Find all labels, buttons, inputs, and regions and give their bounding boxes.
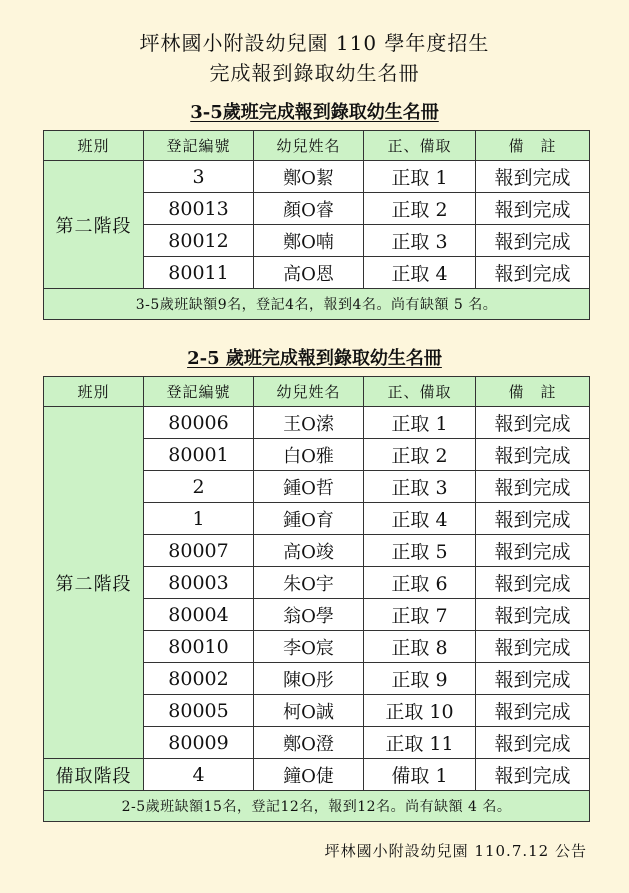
reg-no-cell: 80007 [144,535,254,567]
remark-cell: 報到完成 [476,663,590,695]
reg-no-cell: 80002 [144,663,254,695]
status-cell: 正取 2 [364,439,476,471]
name-cell: 鍾O哲 [254,471,364,503]
reg-no-cell: 80004 [144,599,254,631]
status-cell: 正取 8 [364,631,476,663]
remark-cell: 報到完成 [476,503,590,535]
reg-no-cell: 80001 [144,439,254,471]
col-header-reg-no: 登記編號 [144,377,254,407]
remark-cell: 報到完成 [476,599,590,631]
remark-cell: 報到完成 [476,225,590,257]
remark-cell: 報到完成 [476,567,590,599]
summary-row [44,791,590,822]
col-header-remark: 備 註 [476,131,590,161]
name-cell: 鄭O絜 [254,161,364,193]
summary-text: 3-5歲班缺額9名，登記4名，報到4名。尚有缺額 5 名。 [44,289,590,320]
name-cell: 鐘O倢 [254,759,364,791]
status-cell: 正取 11 [364,727,476,759]
reg-no-cell: 3 [144,161,254,193]
remark-cell: 報到完成 [476,161,590,193]
name-cell: 鍾O育 [254,503,364,535]
name-cell: 王O溹 [254,407,364,439]
table-row [44,407,590,439]
remark-cell: 報到完成 [476,439,590,471]
status-cell: 正取 2 [364,193,476,225]
reg-no-cell: 2 [144,471,254,503]
remark-cell: 報到完成 [476,759,590,791]
remark-cell: 報到完成 [476,535,590,567]
status-cell: 正取 4 [364,503,476,535]
name-cell: 李O宸 [254,631,364,663]
remark-cell: 報到完成 [476,257,590,289]
remark-cell: 報到完成 [476,193,590,225]
reg-no-cell: 80012 [144,225,254,257]
name-cell: 柯O誠 [254,695,364,727]
status-cell: 正取 1 [364,407,476,439]
status-cell: 正取 9 [364,663,476,695]
table-row-backup [44,759,590,791]
stage-cell: 第二階段 [44,161,144,289]
document-subtitle: 完成報到錄取幼生名冊 [209,61,420,85]
summary-row [44,289,590,320]
status-cell: 正取 4 [364,257,476,289]
table-3-5-class [43,130,590,320]
name-cell: 朱O宇 [254,567,364,599]
col-header-name: 幼兒姓名 [254,377,364,407]
status-cell: 正取 6 [364,567,476,599]
name-cell: 鄭O喃 [254,225,364,257]
remark-cell: 報到完成 [476,471,590,503]
reg-no-cell: 80005 [144,695,254,727]
status-cell: 備取 1 [364,759,476,791]
document-title: 坪林國小附設幼兒園 110 學年度招生 [139,31,490,55]
status-cell: 正取 1 [364,161,476,193]
reg-no-cell: 80003 [144,567,254,599]
section-2-title: 2-5 歲班完成報到錄取幼生名冊 [187,348,442,369]
col-header-remark: 備 註 [476,377,590,407]
col-header-status: 正、備取 [364,131,476,161]
col-header-stage: 班別 [44,131,144,161]
col-header-status: 正、備取 [364,377,476,407]
remark-cell: 報到完成 [476,727,590,759]
reg-no-cell: 80009 [144,727,254,759]
backup-stage-cell: 備取階段 [44,759,144,791]
reg-no-cell: 80010 [144,631,254,663]
col-header-stage: 班別 [44,377,144,407]
status-cell: 正取 3 [364,471,476,503]
remark-cell: 報到完成 [476,695,590,727]
reg-no-cell: 1 [144,503,254,535]
table-2-5-class [43,376,590,822]
table-header-row [44,377,590,407]
name-cell: 陳O彤 [254,663,364,695]
name-cell: 翁O學 [254,599,364,631]
reg-no-cell: 80006 [144,407,254,439]
col-header-name: 幼兒姓名 [254,131,364,161]
reg-no-cell: 4 [144,759,254,791]
status-cell: 正取 10 [364,695,476,727]
col-header-reg-no: 登記編號 [144,131,254,161]
status-cell: 正取 5 [364,535,476,567]
footer-announcement: 坪林國小附設幼兒園 110.7.12 公告 [324,842,587,860]
section-1-title: 3-5歲班完成報到錄取幼生名冊 [190,102,439,123]
reg-no-cell: 80011 [144,257,254,289]
status-cell: 正取 7 [364,599,476,631]
table-row [44,161,590,193]
name-cell: 鄭O澄 [254,727,364,759]
summary-text: 2-5歲班缺額15名，登記12名，報到12名。尚有缺額 4 名。 [44,791,590,822]
status-cell: 正取 3 [364,225,476,257]
name-cell: 高O竣 [254,535,364,567]
reg-no-cell: 80013 [144,193,254,225]
name-cell: 高O恩 [254,257,364,289]
table-header-row [44,131,590,161]
remark-cell: 報到完成 [476,407,590,439]
remark-cell: 報到完成 [476,631,590,663]
stage-cell: 第二階段 [44,407,144,759]
name-cell: 白O雅 [254,439,364,471]
name-cell: 顏O睿 [254,193,364,225]
